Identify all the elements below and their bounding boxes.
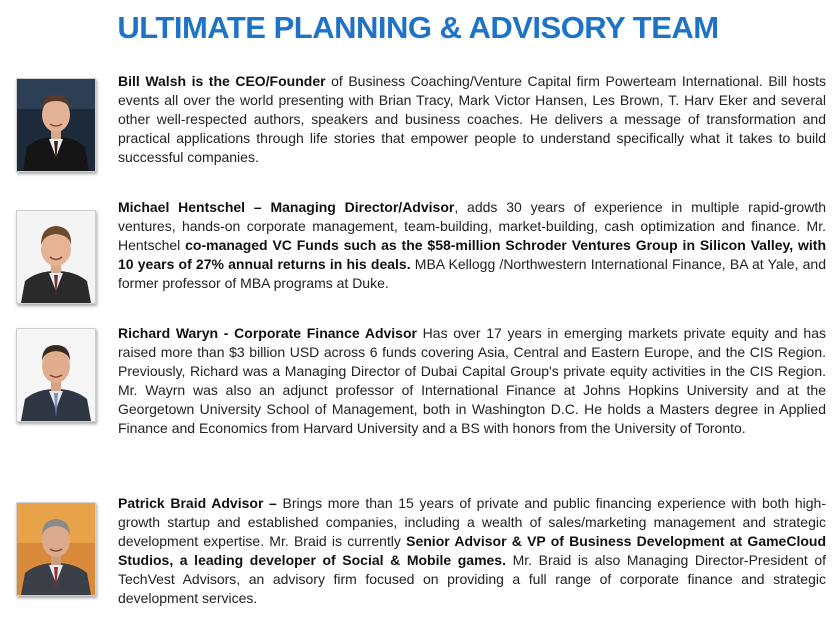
member-bio-text-cont: MBA Kellogg /Northwestern International Finance, BA at Yale, and former professor of MBA programs at Duke. [118, 256, 826, 291]
member-bio-highlight: co-managed VC Funds such as the $58-million Schroder Ventures Group in Silicon Valley, with 10 years of 27% annual returns in his deals. [118, 237, 827, 272]
member-bio [118, 494, 826, 608]
portrait-photo [16, 328, 96, 422]
portrait-photo [16, 210, 96, 304]
member-bio-highlight: Senior Advisor & VP of Business Development at GameCloud Studios, a leading developer of Social & Mobile games. [118, 533, 826, 568]
portrait-photo [16, 502, 96, 596]
member-bio-text: Brings more than 15 years of private and public financing experience with both high-growth startup and established companies, including a wealth of sales/marketing management and strategic development expertise. Mr. Braid is currently [118, 495, 826, 549]
member-bio-text: , adds 30 years of experience in multiple rapid-growth ventures, hands-on corporate management, team-building, market-building, cash optimization and finance. Mr. Hentschel [118, 199, 826, 253]
member-name-role: Michael Hentschel – Managing Director/Advisor [118, 199, 455, 215]
member-bio [118, 198, 826, 293]
member-name-role: Bill Walsh is the CEO/Founder [118, 73, 326, 89]
member-bio [118, 324, 826, 438]
member-bio-text: Has over 17 years in emerging markets private equity and has raised more than $3 billion USD across 6 funds covering Asia, Central and Eastern Europe, and the CIS Region. Previously, Richard was a Managing Director of Dubai Capital Group's private equity activities in the CIS Region. Mr. Wayrn was also an adjunct professor of International Finance at Johns Hopkins University and at the Georgetown University School of Management, both in Washington D.C. He holds a Masters degree in Applied Finance and Economics from Harvard University and a BS with honors from the University of Toronto. [118, 325, 826, 436]
member-bio [118, 72, 826, 167]
page-title: ULTIMATE PLANNING & ADVISORY TEAM [117, 10, 719, 45]
member-bio-text-cont: Mr. Braid is also Managing Director-President of TechVest Advisors, an advisory firm focused on providing a full range of corporate finance and strategic development services. [118, 552, 827, 606]
member-bio-text: of Business Coaching/Venture Capital firm Powerteam International. Bill hosts events all over the world presenting with Brian Tracy, Mark Victor Hansen, Les Brown, T. Harv Eker and several other well-respected authors, speakers and business coaches. He delivers a message of transformation and practical applications through life stories that empower people to understand specifically what it takes to build successful companies. [118, 73, 827, 165]
member-name-role: Patrick Braid Advisor – [118, 495, 277, 511]
member-name-role: Richard Waryn - Corporate Finance Advisor [118, 325, 417, 341]
portrait-photo [16, 78, 96, 172]
